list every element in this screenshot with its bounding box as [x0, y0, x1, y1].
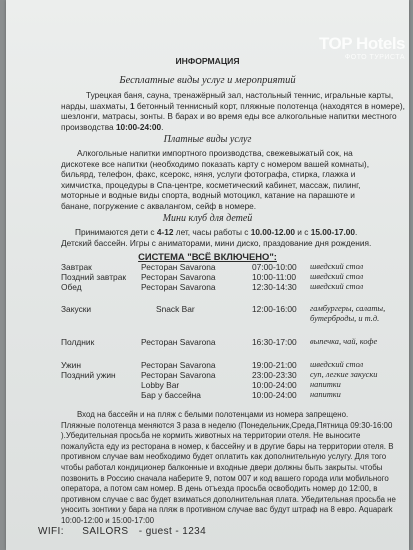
- rules-line: ).Убедительная просьба не кормить животных на территории отеля. Не выносите: [61, 431, 361, 441]
- rules-line: уносить зонтики у бара на пляж в противном случае вас будут штраф на 8 евро. Aquapark: [61, 505, 393, 515]
- schedule-row: бутерброды, и т.д.: [310, 314, 380, 323]
- watermark-brand: TOP Hotels: [318, 34, 405, 53]
- free-line-1: Турецкая баня, сауна, тренажёрный зал, настольный теннис, игральные карты,: [86, 90, 394, 100]
- rules-line: противном случае с вас будет взиматься дополнительная плата. Убедительная просьба не: [61, 494, 396, 504]
- tophotels-watermark: [301, 34, 405, 80]
- rules-line: Вход на бассейн и на пляж с белыми полотенцами из номера запрещено.: [77, 410, 349, 419]
- rules-line: позвонить в Россию сначала наберите 9, потом 007 и код вашего города или мобильного: [61, 473, 389, 483]
- free-services-text: [61, 90, 405, 132]
- paid-line: моторные и водные виды спорта, водный мотоцикл, катание на парашюте и: [61, 190, 355, 201]
- schedule-row: Завтрак Ресторан Savarona 07:00-10:00 шведский стол: [61, 262, 364, 272]
- free-services-heading: Бесплатные виды услуг и мероприятий: [119, 75, 296, 86]
- schedule-row: Бар у бассейна 10:00-24:00 напитки: [141, 390, 341, 400]
- paid-services-heading: Платные виды услуг: [163, 134, 252, 145]
- free-line-2: нарды, шахматы, 1 бетонный теннисный корт, пляжные полотенца (находятся в номере),: [61, 100, 405, 111]
- paid-services-text: [61, 148, 373, 212]
- wifi-password: - guest - 1234: [138, 526, 207, 537]
- paid-line: Алкогольные напитки импортного производства, свежевыжатый сок, на: [77, 148, 353, 158]
- kids-club-text: [61, 227, 373, 248]
- wifi-label: WIFI:: [38, 526, 64, 537]
- rules-line: Пляжные полотенца меняются 3 раза в неделю (Понедельник,Среда,Пятница 09:30-16:00: [61, 420, 393, 430]
- kids-line-1: Принимаются дети с 4-12 лет, часы работы с 10.00-12.00 и с 15.00-17.00.: [75, 227, 358, 237]
- wifi-network: SAILORS: [82, 526, 129, 537]
- free-line-3: шезлонги, матрасы, зонты. В барах и во время еды все алкогольные напитки местного: [61, 111, 397, 122]
- schedule-row: Полдник Ресторан Savarona 16:30-17:00 выпечка, чай, кофе: [61, 337, 378, 347]
- rules-line: оператора, а потом сам номер. В день отъезда просьба освободить номер до 12:00, в: [61, 484, 378, 494]
- info-sheet: [6, 0, 409, 550]
- schedule-row: Поздний завтрак Ресторан Savarona 10:00-11:00 шведский стол: [61, 272, 364, 282]
- watermark-sub: ФОТО ТУРИСТА: [344, 54, 405, 61]
- kids-line-2: Детский бассейн. Игры с аниматорами, мини диско, праздование дня рождения.: [61, 237, 372, 248]
- rules-text: [61, 410, 396, 527]
- schedule-row: Поздний ужин Ресторан Savarona 23:00-23:30 суп, легкие закуски: [61, 370, 378, 380]
- paid-line: дискотеке все напитки (необходимо показать карту с номером вашей комнаты),: [61, 158, 369, 169]
- page-title: ИНФОРМАЦИЯ: [175, 56, 240, 66]
- free-line-4: производства 10:00-24:00.: [61, 121, 164, 132]
- paid-line: химчистка, процедуры в Спа-центре, косметический кабинет, массаж, пилинг,: [61, 179, 361, 190]
- rules-line: 10:00-12:00 и 15:00-17:00: [61, 515, 155, 525]
- paid-line: бильярд, телефон, факс, ксерокс, няня, услуги фотографа, стирка, глажка и: [61, 169, 356, 180]
- schedule-row: Закуски Snack Bar 12:00-16:00 гамбургеры, салаты,: [61, 304, 386, 314]
- schedule-row: Ужин Ресторан Savarona 19:00-21:00 шведский стол: [61, 360, 364, 370]
- schedule-row: Обед Ресторан Savarona 12:30-14:30 шведский стол: [61, 282, 364, 292]
- rules-line: противном случае вам необходимо будет оплатить как дополнительную услугу. Для того: [61, 452, 387, 462]
- rules-line: чтобы работал кондиционер балконные и входные двери должны быть закрыты. чтобы: [61, 462, 383, 472]
- wifi-info: [38, 527, 206, 537]
- schedule-row: Lobby Bar 10:00-24:00 напитки: [141, 380, 341, 390]
- paid-line: банане, погружение с аквалангом, сейф в номере.: [61, 200, 257, 211]
- all-inclusive-title: СИСТЕМА "ВСЁ ВКЛЮЧЕНО":: [138, 251, 277, 262]
- kids-club-heading: Мини клуб для детей: [162, 213, 253, 224]
- rules-line: пожалуйста еду из ресторана в номер, к бассейну и в другие бары на территории отеля. В: [61, 441, 394, 451]
